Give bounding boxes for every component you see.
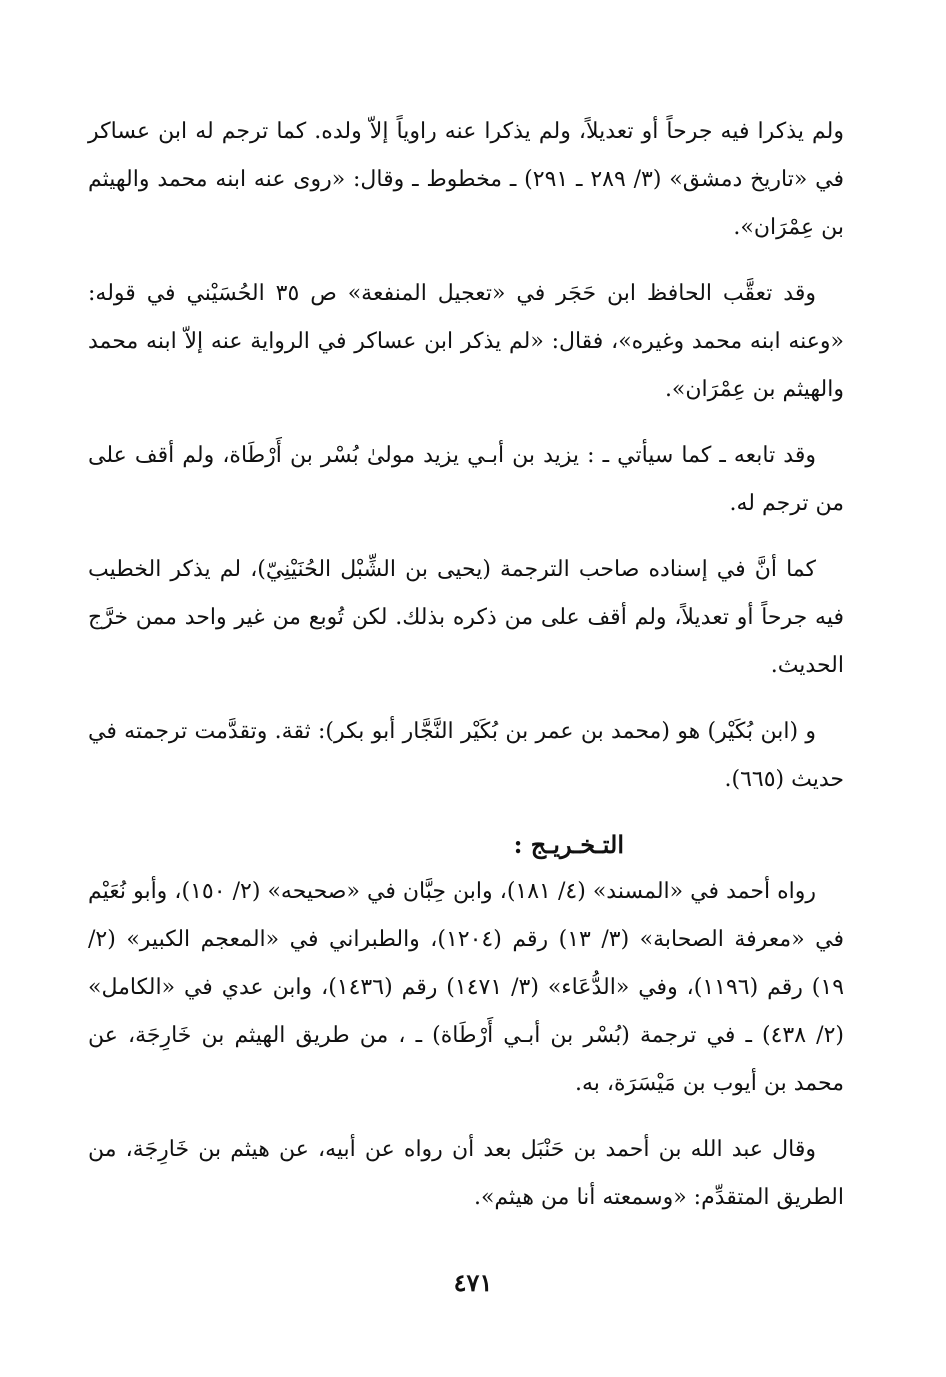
paragraph-5: و (ابن بُكَيْر) هو (محمد بن عمر بن بُكَيْر النَّجَّار أبو بكر): ثقة. وتقدَّمت ترجمته في حديث (٦٦٥). <box>88 719 844 792</box>
page-number: ٤٧١ <box>453 1268 493 1297</box>
paragraph-7: وقال عبد الله بن أحمد بن حَنْبَل بعد أن رواه عن أبيه، عن هيثم بن خَارِجَة، من الطريق المتقدِّم: «وسمعته أنا من هيثم». <box>88 1137 844 1210</box>
paragraph-2: وقد تعقَّب الحافظ ابن حَجَر في «تعجيل المنفعة» ص ٣٥ الحُسَيْني في قوله: «وعنه ابنه محمد وغيره»، فقال: «لم يذكر ابن عساكر في الرواية عنه إلاّ ابنه محمد والهيثم بن عِمْرَان». <box>88 281 844 402</box>
paragraph-6: رواه أحمد في «المسند» (٤/ ١٨١)، وابن حِبَّان في «صحيحه» (٢/ ١٥٠)، وأبو نُعَيْم في «معرفة الصحابة» (٣/ ١٣) رقم (١٢٠٤)، والطبراني في «المعجم الكبير» (٢/ ١٩) رقم (١١٩٦)، وفي «الدُّعَاء» (٣/ ١٤٧١) رقم (١٤٣٦)، وابن عدي في «الكامل» (٢/ ٤٣٨) ـ في ترجمة (بُسْر بن أبـي أَرْطَاة) ـ ، من طريق الهيثم بن خَارِجَة، عن محمد بن أيوب بن مَيْسَرَة، به. <box>88 879 845 1096</box>
section-title-takhrij: التـخـريـج : <box>513 830 624 859</box>
page-body <box>88 108 844 1240</box>
paragraph-1: ولم يذكرا فيه جرحاً أو تعديلاً، ولم يذكرا عنه راوياً إلاّ ولده. كما ترجم له ابن عساكر في «تاريخ دمشق» (٣/ ٢٨٩ ـ ٢٩١) ـ مخطوط ـ وقال: «روى عنه ابنه محمد والهيثم بن عِمْرَان». <box>88 119 845 240</box>
paragraph-3: وقد تابعه ـ كما سيأتي ـ : يزيد بن أبـي يزيد مولىٰ بُسْر بن أَرْطَاة، ولم أقف على من ترجم له. <box>88 443 844 516</box>
paragraph-4: كما أنَّ في إسناده صاحب الترجمة (يحيى بن الشِّبْل الحُنَيْنِيّ)، لم يذكر الخطيب فيه جرحاً أو تعديلاً، ولم أقف على من ذكره بذلك. لكن تُوبع من غير واحد ممن خرَّج الحديث. <box>88 557 844 678</box>
